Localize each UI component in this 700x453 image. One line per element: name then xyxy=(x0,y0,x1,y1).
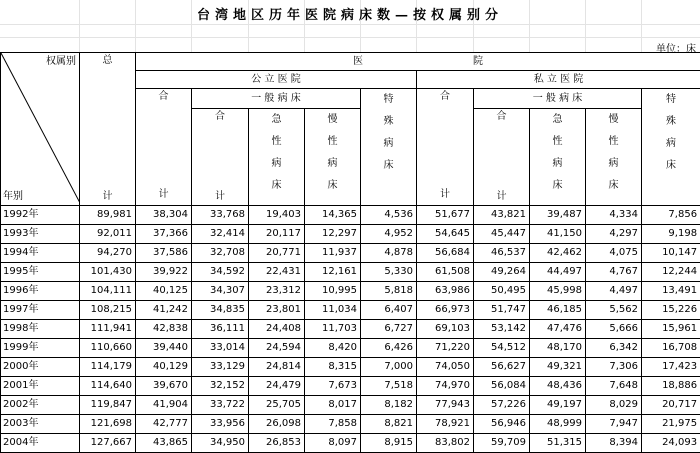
value-cell: 51,747 xyxy=(474,301,530,320)
value-cell: 20,117 xyxy=(249,225,305,244)
header-char: 床 xyxy=(586,175,641,197)
value-cell: 4,952 xyxy=(361,225,417,244)
value-cell: 16,708 xyxy=(642,339,700,358)
value-cell: 7,518 xyxy=(361,377,417,396)
header-char: 殊 xyxy=(642,111,700,133)
value-cell: 34,592 xyxy=(192,263,249,282)
value-cell: 12,244 xyxy=(642,263,700,282)
value-cell: 83,802 xyxy=(417,434,474,453)
value-cell: 78,921 xyxy=(417,415,474,434)
header-char: 性 xyxy=(305,131,360,153)
value-cell: 37,366 xyxy=(136,225,192,244)
table-row xyxy=(1,225,700,244)
value-cell: 37,586 xyxy=(136,244,192,263)
value-cell: 33,956 xyxy=(192,415,249,434)
value-cell: 4,297 xyxy=(586,225,642,244)
value-cell: 54,512 xyxy=(474,339,530,358)
table-row xyxy=(1,434,700,453)
header-public-chronic-beds xyxy=(305,109,361,206)
header-public-acute-beds xyxy=(249,109,305,206)
sheet-gridline xyxy=(0,37,700,38)
value-cell: 5,330 xyxy=(361,263,417,282)
value-cell: 15,961 xyxy=(642,320,700,339)
year-cell: 1996年 xyxy=(1,282,80,301)
year-cell: 2001年 xyxy=(1,377,80,396)
value-cell: 4,497 xyxy=(586,282,642,301)
value-cell: 33,768 xyxy=(192,206,249,225)
value-cell: 7,648 xyxy=(586,377,642,396)
header-char: 急 xyxy=(530,109,585,131)
header-char: 病 xyxy=(249,153,304,175)
value-cell: 127,667 xyxy=(80,434,136,453)
value-cell: 32,708 xyxy=(192,244,249,263)
table-row xyxy=(1,263,700,282)
value-cell: 10,147 xyxy=(642,244,700,263)
value-cell: 4,334 xyxy=(586,206,642,225)
value-cell: 59,709 xyxy=(474,434,530,453)
value-cell: 114,179 xyxy=(80,358,136,377)
data-table xyxy=(0,52,700,453)
value-cell: 41,242 xyxy=(136,301,192,320)
value-cell: 74,050 xyxy=(417,358,474,377)
header-subtotal-bottom: 计 xyxy=(159,189,169,201)
header-char: 特 xyxy=(361,89,416,111)
value-cell: 45,447 xyxy=(474,225,530,244)
header-total-bottom: 计 xyxy=(103,191,113,203)
header-private-general-subtotal xyxy=(474,109,530,206)
year-cell: 2000年 xyxy=(1,358,80,377)
value-cell: 56,684 xyxy=(417,244,474,263)
header-subtotal-bottom: 计 xyxy=(440,189,450,201)
year-cell: 1992年 xyxy=(1,206,80,225)
header-public-special-beds xyxy=(361,89,417,206)
value-cell: 119,847 xyxy=(80,396,136,415)
value-cell: 7,947 xyxy=(586,415,642,434)
value-cell: 71,220 xyxy=(417,339,474,358)
header-total xyxy=(80,53,136,206)
value-cell: 33,129 xyxy=(192,358,249,377)
value-cell: 11,703 xyxy=(305,320,361,339)
header-char: 床 xyxy=(530,175,585,197)
header-subtotal-bottom: 计 xyxy=(497,191,507,203)
header-public-general-beds: 一 般 病 床 xyxy=(192,89,361,109)
value-cell: 20,771 xyxy=(249,244,305,263)
value-cell: 74,970 xyxy=(417,377,474,396)
value-cell: 19,403 xyxy=(249,206,305,225)
value-cell: 32,152 xyxy=(192,377,249,396)
value-cell: 48,436 xyxy=(530,377,586,396)
value-cell: 44,497 xyxy=(530,263,586,282)
value-cell: 49,197 xyxy=(530,396,586,415)
value-cell: 7,856 xyxy=(642,206,700,225)
value-cell: 39,670 xyxy=(136,377,192,396)
value-cell: 24,093 xyxy=(642,434,700,453)
value-cell: 46,185 xyxy=(530,301,586,320)
value-cell: 33,722 xyxy=(192,396,249,415)
value-cell: 6,342 xyxy=(586,339,642,358)
header-hospital: 医 院 xyxy=(136,53,700,71)
value-cell: 6,727 xyxy=(361,320,417,339)
value-cell: 5,818 xyxy=(361,282,417,301)
table-row xyxy=(1,377,700,396)
header-subtotal-top: 合 xyxy=(497,111,507,123)
value-cell: 89,981 xyxy=(80,206,136,225)
header-public-general-subtotal xyxy=(192,109,249,206)
value-cell: 43,821 xyxy=(474,206,530,225)
value-cell: 12,297 xyxy=(305,225,361,244)
header-subtotal-top: 合 xyxy=(215,111,225,123)
value-cell: 49,264 xyxy=(474,263,530,282)
value-cell: 49,321 xyxy=(530,358,586,377)
value-cell: 22,431 xyxy=(249,263,305,282)
header-char: 性 xyxy=(249,131,304,153)
corner-diagonal xyxy=(1,53,80,203)
value-cell: 94,270 xyxy=(80,244,136,263)
value-cell: 46,537 xyxy=(474,244,530,263)
value-cell: 32,414 xyxy=(192,225,249,244)
year-cell: 2003年 xyxy=(1,415,80,434)
header-char: 特 xyxy=(642,89,700,111)
value-cell: 114,640 xyxy=(80,377,136,396)
header-char: 性 xyxy=(530,131,585,153)
value-cell: 41,904 xyxy=(136,396,192,415)
value-cell: 51,677 xyxy=(417,206,474,225)
value-cell: 7,858 xyxy=(305,415,361,434)
value-cell: 24,594 xyxy=(249,339,305,358)
table-row xyxy=(1,206,700,225)
table-row xyxy=(1,358,700,377)
value-cell: 54,645 xyxy=(417,225,474,244)
value-cell: 36,111 xyxy=(192,320,249,339)
value-cell: 56,627 xyxy=(474,358,530,377)
value-cell: 48,999 xyxy=(530,415,586,434)
value-cell: 39,487 xyxy=(530,206,586,225)
year-cell: 2002年 xyxy=(1,396,80,415)
header-char: 慢 xyxy=(586,109,641,131)
value-cell: 50,495 xyxy=(474,282,530,301)
value-cell: 10,995 xyxy=(305,282,361,301)
corner-header-cell xyxy=(1,53,80,206)
value-cell: 5,666 xyxy=(586,320,642,339)
value-cell: 24,814 xyxy=(249,358,305,377)
year-cell: 1994年 xyxy=(1,244,80,263)
value-cell: 7,306 xyxy=(586,358,642,377)
value-cell: 11,034 xyxy=(305,301,361,320)
value-cell: 21,975 xyxy=(642,415,700,434)
value-cell: 7,673 xyxy=(305,377,361,396)
header-char: 病 xyxy=(305,153,360,175)
value-cell: 11,937 xyxy=(305,244,361,263)
table-row xyxy=(1,282,700,301)
value-cell: 108,215 xyxy=(80,301,136,320)
value-cell: 66,973 xyxy=(417,301,474,320)
table-row xyxy=(1,339,700,358)
value-cell: 6,407 xyxy=(361,301,417,320)
value-cell: 12,161 xyxy=(305,263,361,282)
value-cell: 42,462 xyxy=(530,244,586,263)
value-cell: 17,423 xyxy=(642,358,700,377)
year-cell: 2004年 xyxy=(1,434,80,453)
value-cell: 15,226 xyxy=(642,301,700,320)
value-cell: 41,150 xyxy=(530,225,586,244)
value-cell: 45,998 xyxy=(530,282,586,301)
value-cell: 56,084 xyxy=(474,377,530,396)
table-row xyxy=(1,415,700,434)
value-cell: 42,838 xyxy=(136,320,192,339)
header-char: 病 xyxy=(361,133,416,155)
value-cell: 101,430 xyxy=(80,263,136,282)
header-private-acute-beds xyxy=(530,109,586,206)
value-cell: 53,142 xyxy=(474,320,530,339)
header-char: 病 xyxy=(642,133,700,155)
header-private-hospital: 私 立 医 院 xyxy=(417,71,700,89)
header-public-subtotal xyxy=(136,89,192,206)
value-cell: 34,307 xyxy=(192,282,249,301)
header-private-subtotal xyxy=(417,89,474,206)
value-cell: 8,315 xyxy=(305,358,361,377)
value-cell: 14,365 xyxy=(305,206,361,225)
header-private-special-beds xyxy=(642,89,700,206)
value-cell: 24,479 xyxy=(249,377,305,396)
value-cell: 69,103 xyxy=(417,320,474,339)
table-row xyxy=(1,396,700,415)
value-cell: 5,562 xyxy=(586,301,642,320)
header-char: 床 xyxy=(305,175,360,197)
value-cell: 8,097 xyxy=(305,434,361,453)
year-cell: 1997年 xyxy=(1,301,80,320)
value-cell: 20,717 xyxy=(642,396,700,415)
header-total-top: 总 xyxy=(103,55,113,67)
value-cell: 40,129 xyxy=(136,358,192,377)
value-cell: 92,011 xyxy=(80,225,136,244)
header-private-chronic-beds xyxy=(586,109,642,206)
value-cell: 38,304 xyxy=(136,206,192,225)
value-cell: 47,476 xyxy=(530,320,586,339)
value-cell: 24,408 xyxy=(249,320,305,339)
value-cell: 34,835 xyxy=(192,301,249,320)
value-cell: 26,098 xyxy=(249,415,305,434)
header-char: 床 xyxy=(642,155,700,177)
corner-header-year: 年别 xyxy=(3,191,23,203)
header-private-general-beds: 一 般 病 床 xyxy=(474,89,642,109)
value-cell: 63,986 xyxy=(417,282,474,301)
year-cell: 1998年 xyxy=(1,320,80,339)
value-cell: 8,182 xyxy=(361,396,417,415)
page-title: 台湾地区历年医院病床数—按权属别分 xyxy=(0,4,700,24)
corner-header-ownership: 权属别 xyxy=(46,56,76,68)
header-char: 病 xyxy=(586,153,641,175)
value-cell: 9,198 xyxy=(642,225,700,244)
header-char: 病 xyxy=(530,153,585,175)
value-cell: 33,014 xyxy=(192,339,249,358)
value-cell: 23,801 xyxy=(249,301,305,320)
value-cell: 34,950 xyxy=(192,434,249,453)
value-cell: 8,394 xyxy=(586,434,642,453)
sheet-gridline xyxy=(0,24,700,25)
value-cell: 104,111 xyxy=(80,282,136,301)
value-cell: 4,536 xyxy=(361,206,417,225)
value-cell: 6,426 xyxy=(361,339,417,358)
header-subtotal-top: 合 xyxy=(440,91,450,103)
year-cell: 1999年 xyxy=(1,339,80,358)
value-cell: 18,886 xyxy=(642,377,700,396)
table-row xyxy=(1,320,700,339)
table-row xyxy=(1,244,700,263)
year-cell: 1995年 xyxy=(1,263,80,282)
year-cell: 1993年 xyxy=(1,225,80,244)
value-cell: 39,922 xyxy=(136,263,192,282)
value-cell: 48,170 xyxy=(530,339,586,358)
value-cell: 25,705 xyxy=(249,396,305,415)
header-char: 床 xyxy=(249,175,304,197)
header-subtotal-bottom: 计 xyxy=(215,191,225,203)
value-cell: 56,946 xyxy=(474,415,530,434)
header-public-hospital: 公 立 医 院 xyxy=(136,71,417,89)
value-cell: 61,508 xyxy=(417,263,474,282)
value-cell: 23,312 xyxy=(249,282,305,301)
header-char: 床 xyxy=(361,155,416,177)
header-char: 慢 xyxy=(305,109,360,131)
value-cell: 43,865 xyxy=(136,434,192,453)
header-subtotal-top: 合 xyxy=(159,91,169,103)
header-char: 殊 xyxy=(361,111,416,133)
value-cell: 8,915 xyxy=(361,434,417,453)
table-row xyxy=(1,301,700,320)
value-cell: 26,853 xyxy=(249,434,305,453)
value-cell: 42,777 xyxy=(136,415,192,434)
value-cell: 77,943 xyxy=(417,396,474,415)
value-cell: 7,000 xyxy=(361,358,417,377)
value-cell: 8,017 xyxy=(305,396,361,415)
value-cell: 110,660 xyxy=(80,339,136,358)
value-cell: 8,420 xyxy=(305,339,361,358)
value-cell: 51,315 xyxy=(530,434,586,453)
value-cell: 121,698 xyxy=(80,415,136,434)
unit-label: 单位：床 xyxy=(656,40,696,55)
value-cell: 111,941 xyxy=(80,320,136,339)
table-body xyxy=(1,206,700,453)
header-char: 急 xyxy=(249,109,304,131)
value-cell: 40,125 xyxy=(136,282,192,301)
value-cell: 57,226 xyxy=(474,396,530,415)
header-char: 性 xyxy=(586,131,641,153)
value-cell: 4,075 xyxy=(586,244,642,263)
value-cell: 39,440 xyxy=(136,339,192,358)
value-cell: 13,491 xyxy=(642,282,700,301)
value-cell: 8,029 xyxy=(586,396,642,415)
value-cell: 4,767 xyxy=(586,263,642,282)
value-cell: 4,878 xyxy=(361,244,417,263)
value-cell: 8,821 xyxy=(361,415,417,434)
